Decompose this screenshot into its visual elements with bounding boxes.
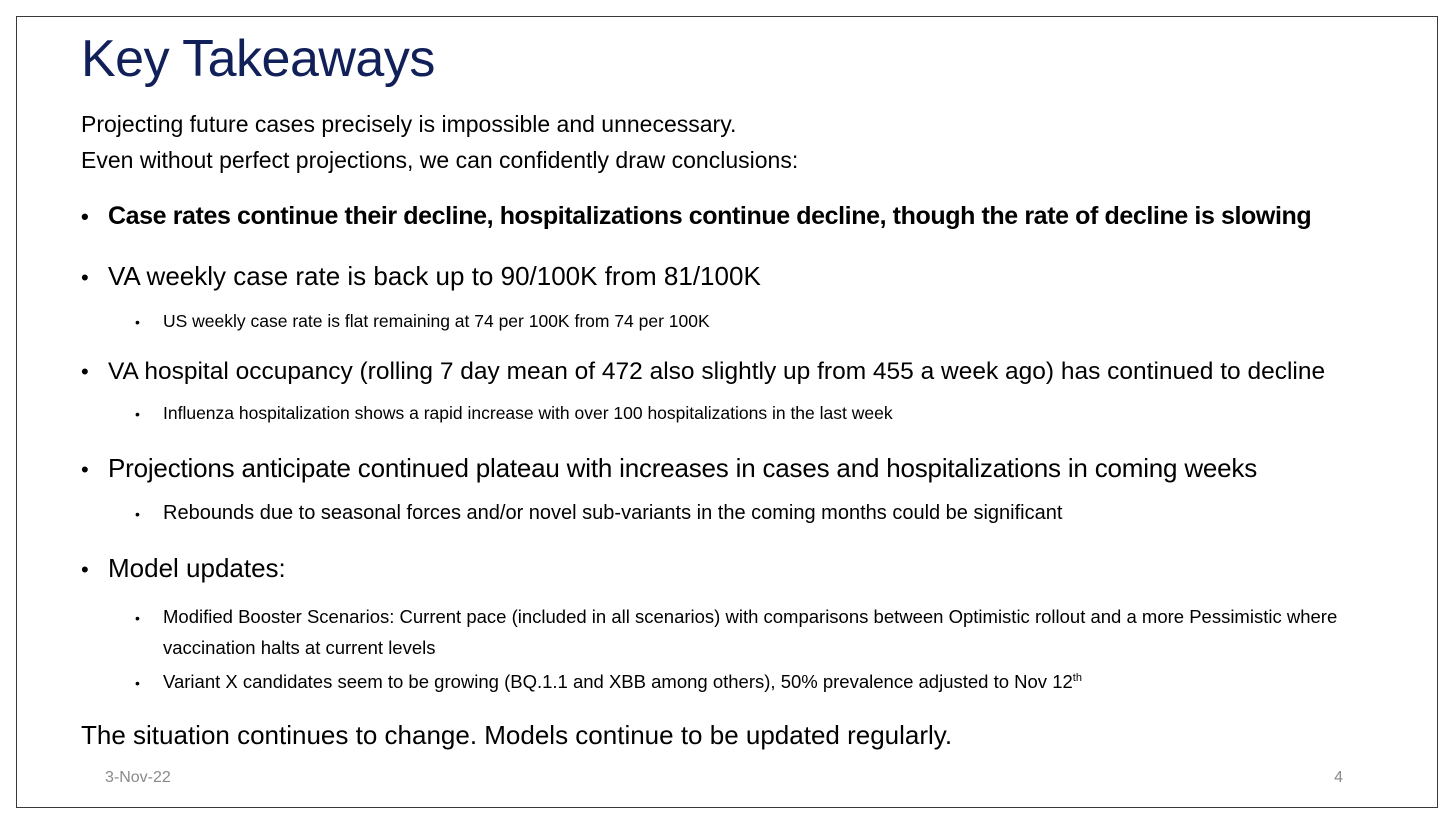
bullet-va-hospital-occupancy — [81, 358, 1325, 386]
sub-bullet-dot: • — [135, 610, 140, 626]
footer-date: 3-Nov-22 — [105, 769, 171, 786]
sub-bullet-dot: • — [135, 314, 140, 330]
intro-line-1: Projecting future cases precisely is impossible and unnecessary. — [81, 111, 737, 137]
bullet-dot: • — [81, 359, 89, 384]
bullet-va-weekly-case-rate — [81, 261, 761, 292]
sub-bullet-dot: • — [135, 406, 140, 422]
bullet-text: Case rates continue their decline, hospitalizations continue decline, though the rate of decline is slowing — [108, 202, 1312, 230]
bullet-projections — [81, 453, 1257, 484]
bullet-text: VA hospital occupancy (rolling 7 day mean of 472 also slightly up from 455 a week ago) has continued to decline — [108, 358, 1326, 385]
sub-bullet-text — [163, 671, 1082, 693]
bullet-dot: • — [81, 265, 89, 290]
sub-bullet-text: US weekly case rate is flat remaining at 74 per 100K from 74 per 100K — [163, 311, 710, 331]
ordinal-superscript: th — [1072, 671, 1082, 684]
bullet-text: Model updates: — [108, 553, 286, 583]
bullet-text: VA weekly case rate is back up to 90/100K from 81/100K — [108, 261, 761, 291]
slide-title: Key Takeaways — [81, 30, 435, 88]
sub-bullet-dot: • — [135, 675, 140, 691]
sub-bullet-booster-scenarios — [135, 601, 1423, 663]
sub-bullet-rebounds — [135, 502, 1062, 525]
sub-bullet-influenza — [135, 403, 893, 424]
page-number: 4 — [1334, 769, 1343, 786]
sub-bullet-text: Influenza hospitalization shows a rapid increase with over 100 hospitalizations in the last week — [163, 403, 893, 423]
bullet-case-rates-decline — [81, 202, 1311, 231]
bullet-dot: • — [81, 557, 89, 582]
slide — [16, 16, 1438, 808]
sub-bullet-us-weekly-case-rate — [135, 311, 710, 332]
sub-bullet-main-text: Variant X candidates seem to be growing (BQ.1.1 and XBB among others), 50% prevalence adjusted to Nov 12 — [163, 671, 1073, 692]
bullet-model-updates — [81, 553, 286, 584]
closing-statement: The situation continues to change. Models continue to be updated regularly. — [81, 720, 953, 750]
sub-bullet-dot: • — [135, 506, 140, 522]
bullet-dot: • — [81, 457, 89, 482]
bullet-dot: • — [81, 204, 89, 229]
sub-bullet-variant-x — [135, 671, 1082, 693]
sub-bullet-text: Modified Booster Scenarios: Current pace (included in all scenarios) with comparisons between Optimistic rollout and a more Pessimistic where vaccination halts at current levels — [163, 606, 1338, 658]
sub-bullet-text: Rebounds due to seasonal forces and/or novel sub-variants in the coming months could be significant — [163, 502, 1063, 524]
bullet-text: Projections anticipate continued plateau with increases in cases and hospitalizations in coming weeks — [108, 453, 1258, 483]
intro-line-2: Even without perfect projections, we can confidently draw conclusions: — [81, 147, 799, 173]
